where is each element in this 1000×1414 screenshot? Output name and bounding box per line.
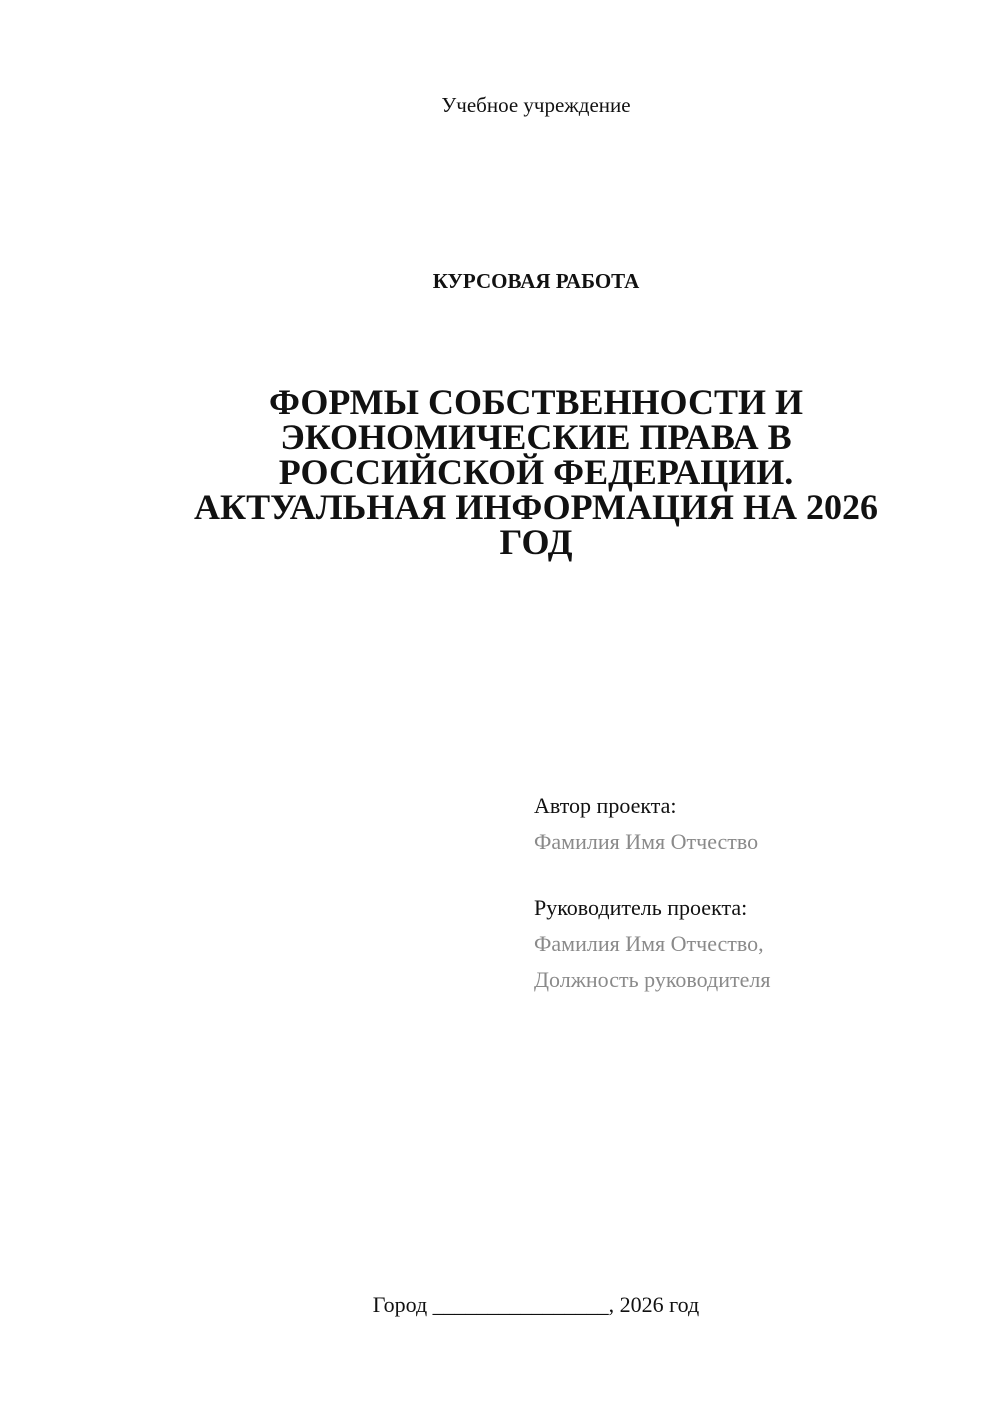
city-year-line: Город ________________, 2026 год [372, 1292, 700, 1317]
author-name-placeholder: Фамилия Имя Отчество [534, 829, 759, 854]
author-label: Автор проекта: [534, 793, 677, 818]
supervisor-position-placeholder: Должность руководителя [534, 967, 771, 992]
document-title [150, 382, 922, 562]
credits-block [534, 788, 974, 998]
supervisor-name-placeholder: Фамилия Имя Отчество, [534, 931, 764, 956]
title-line: ЭКОНОМИЧЕСКИЕ ПРАВА В [280, 417, 792, 457]
title-line: ГОД [499, 522, 573, 562]
title-line: ФОРМЫ СОБСТВЕННОСТИ И [268, 382, 804, 422]
institution-name: Учебное учреждение [441, 93, 631, 117]
title-line: РОССИЙСКОЙ ФЕДЕРАЦИИ. [278, 452, 794, 492]
document-type: КУРСОВАЯ РАБОТА [432, 269, 640, 293]
title-line: АКТУАЛЬНАЯ ИНФОРМАЦИЯ НА 2026 [194, 487, 878, 527]
spacer [534, 860, 974, 890]
supervisor-label: Руководитель проекта: [534, 895, 748, 920]
